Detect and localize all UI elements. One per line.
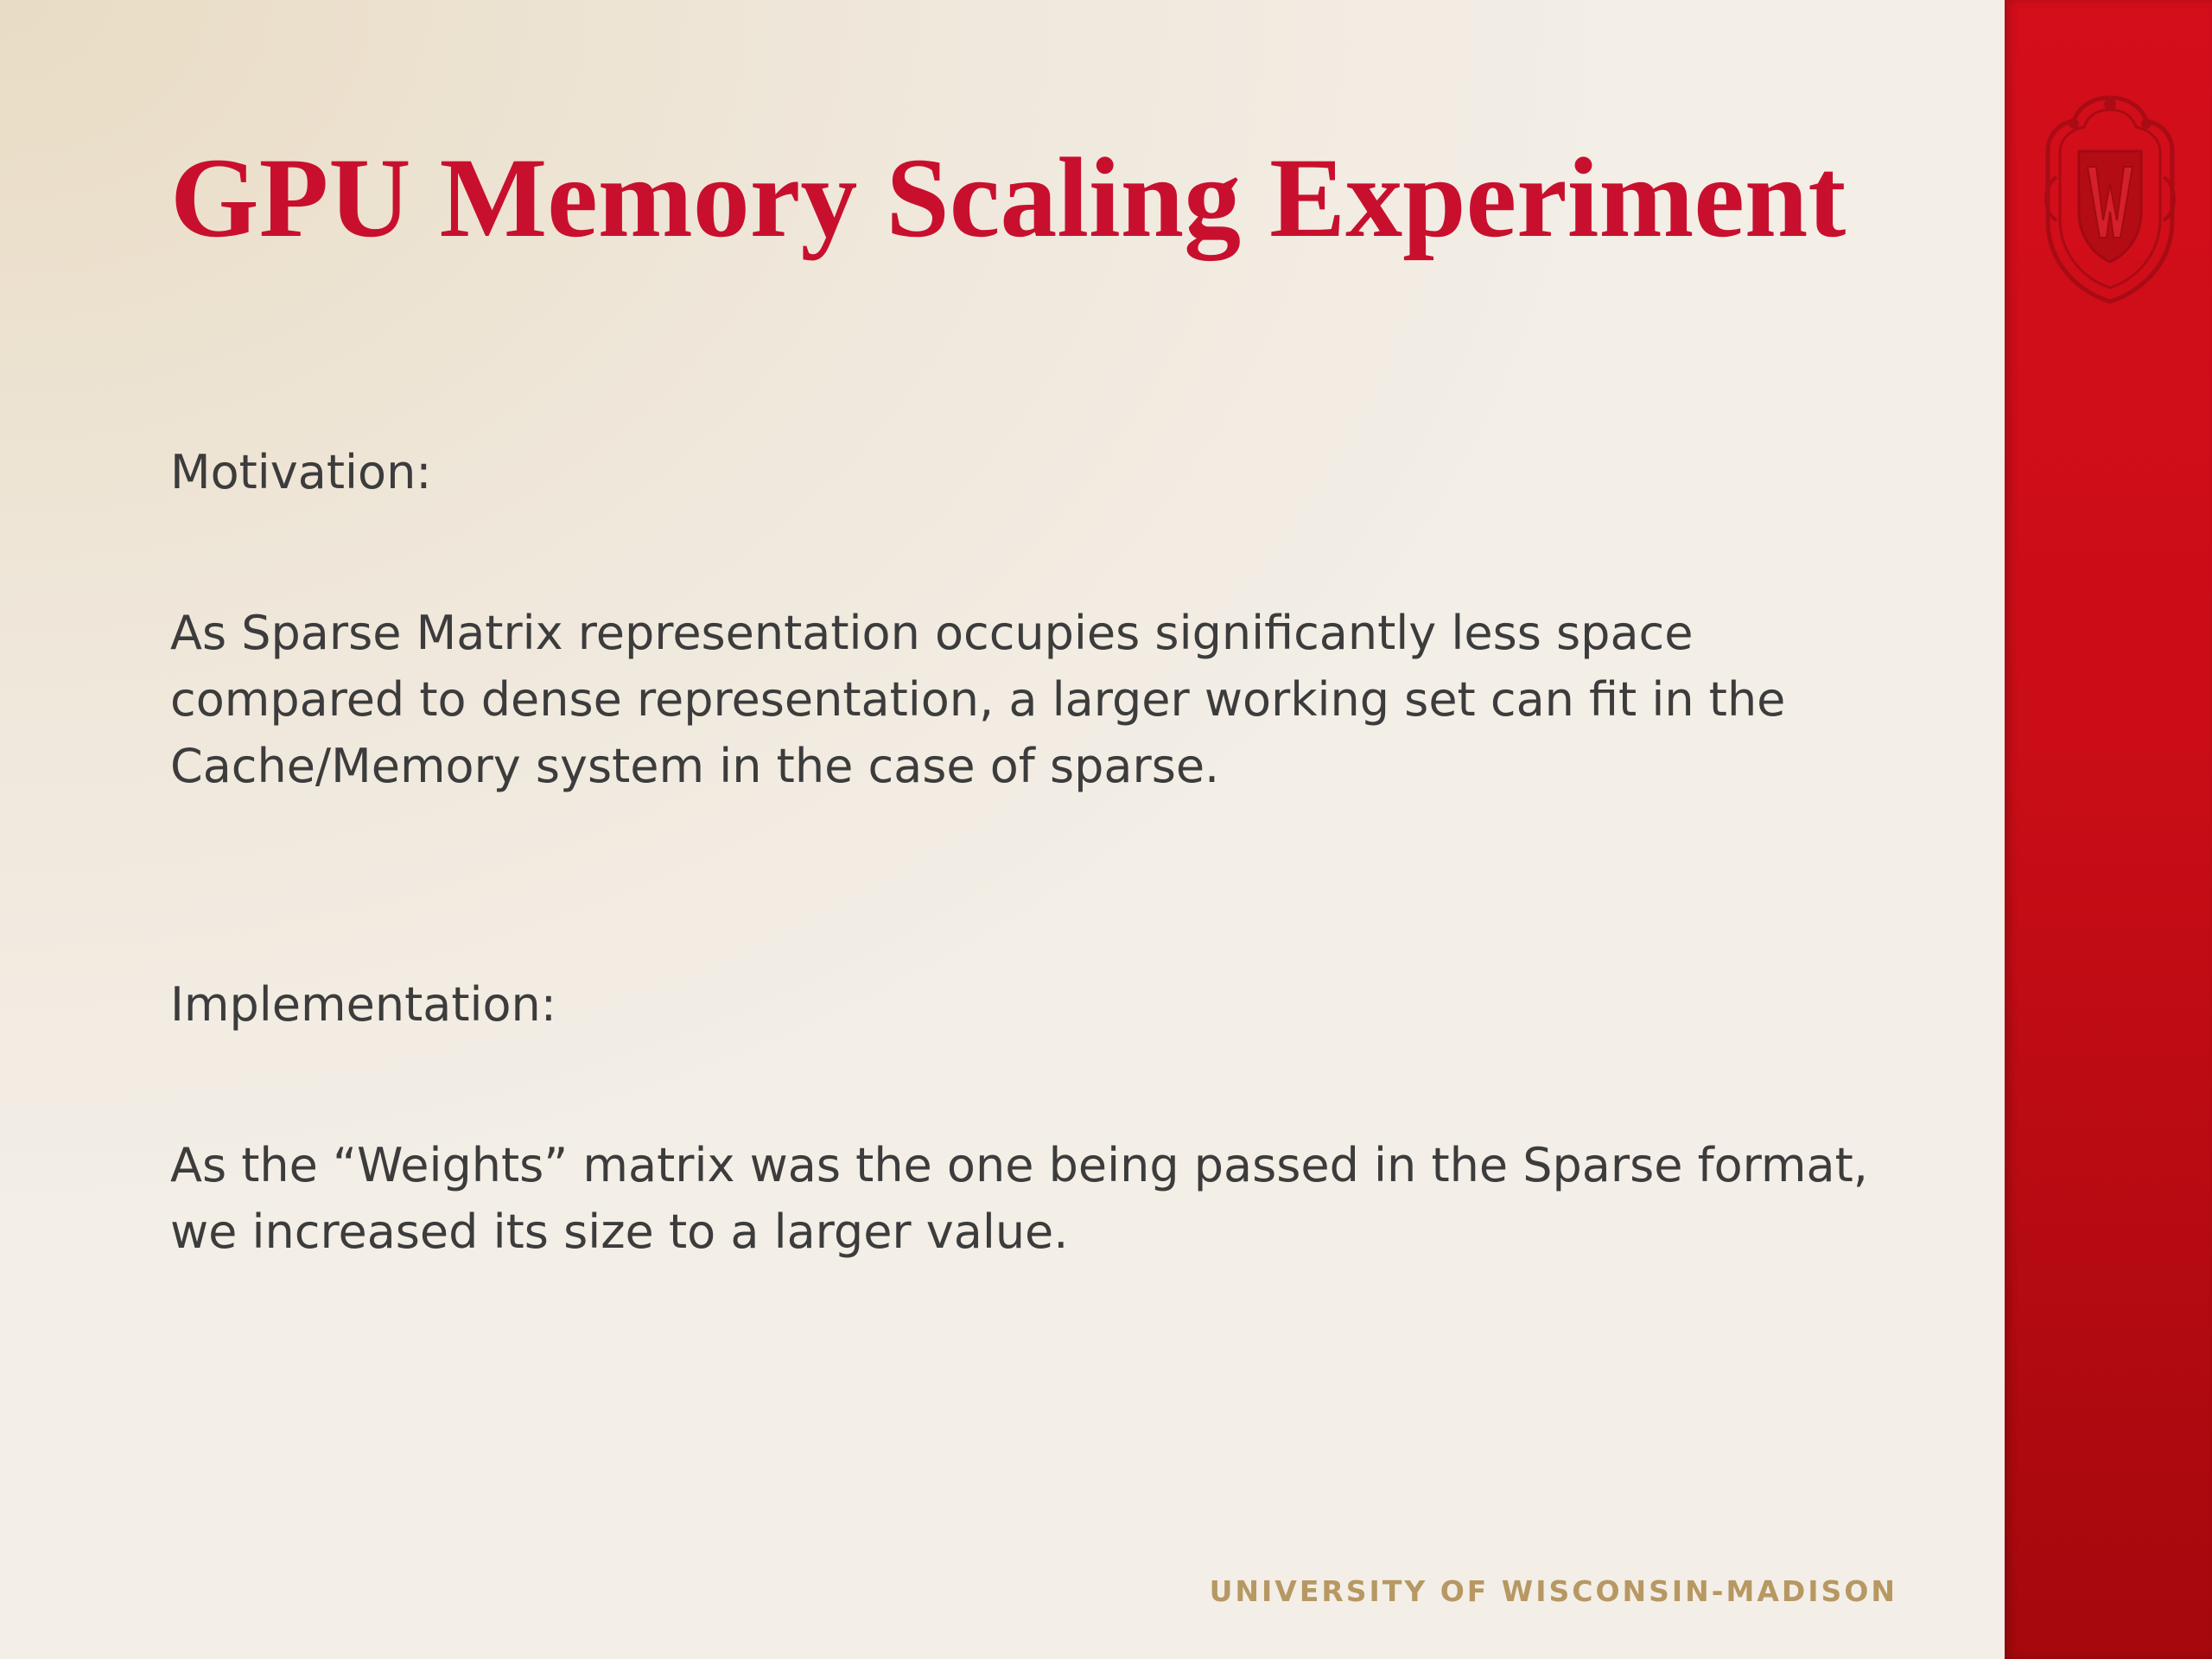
uw-crest-icon — [2039, 91, 2182, 307]
implementation-heading: Implementation: — [170, 977, 556, 1032]
motivation-heading: Motivation: — [170, 445, 432, 499]
motivation-body: As Sparse Matrix representation occupies significantly less space compared to dense representation, a larger working set can fit in the Cache/Memory system in the case of sparse. — [170, 606, 1786, 793]
footer-university-name: UNIVERSITY OF WISCONSIN-MADISON — [1209, 1574, 1897, 1608]
implementation-body: As the “Weights” matrix was the one being passed in the Sparse format, we increased its size to a larger value. — [170, 1138, 1868, 1259]
slide-title: GPU Memory Scaling Experiment — [170, 134, 1847, 261]
